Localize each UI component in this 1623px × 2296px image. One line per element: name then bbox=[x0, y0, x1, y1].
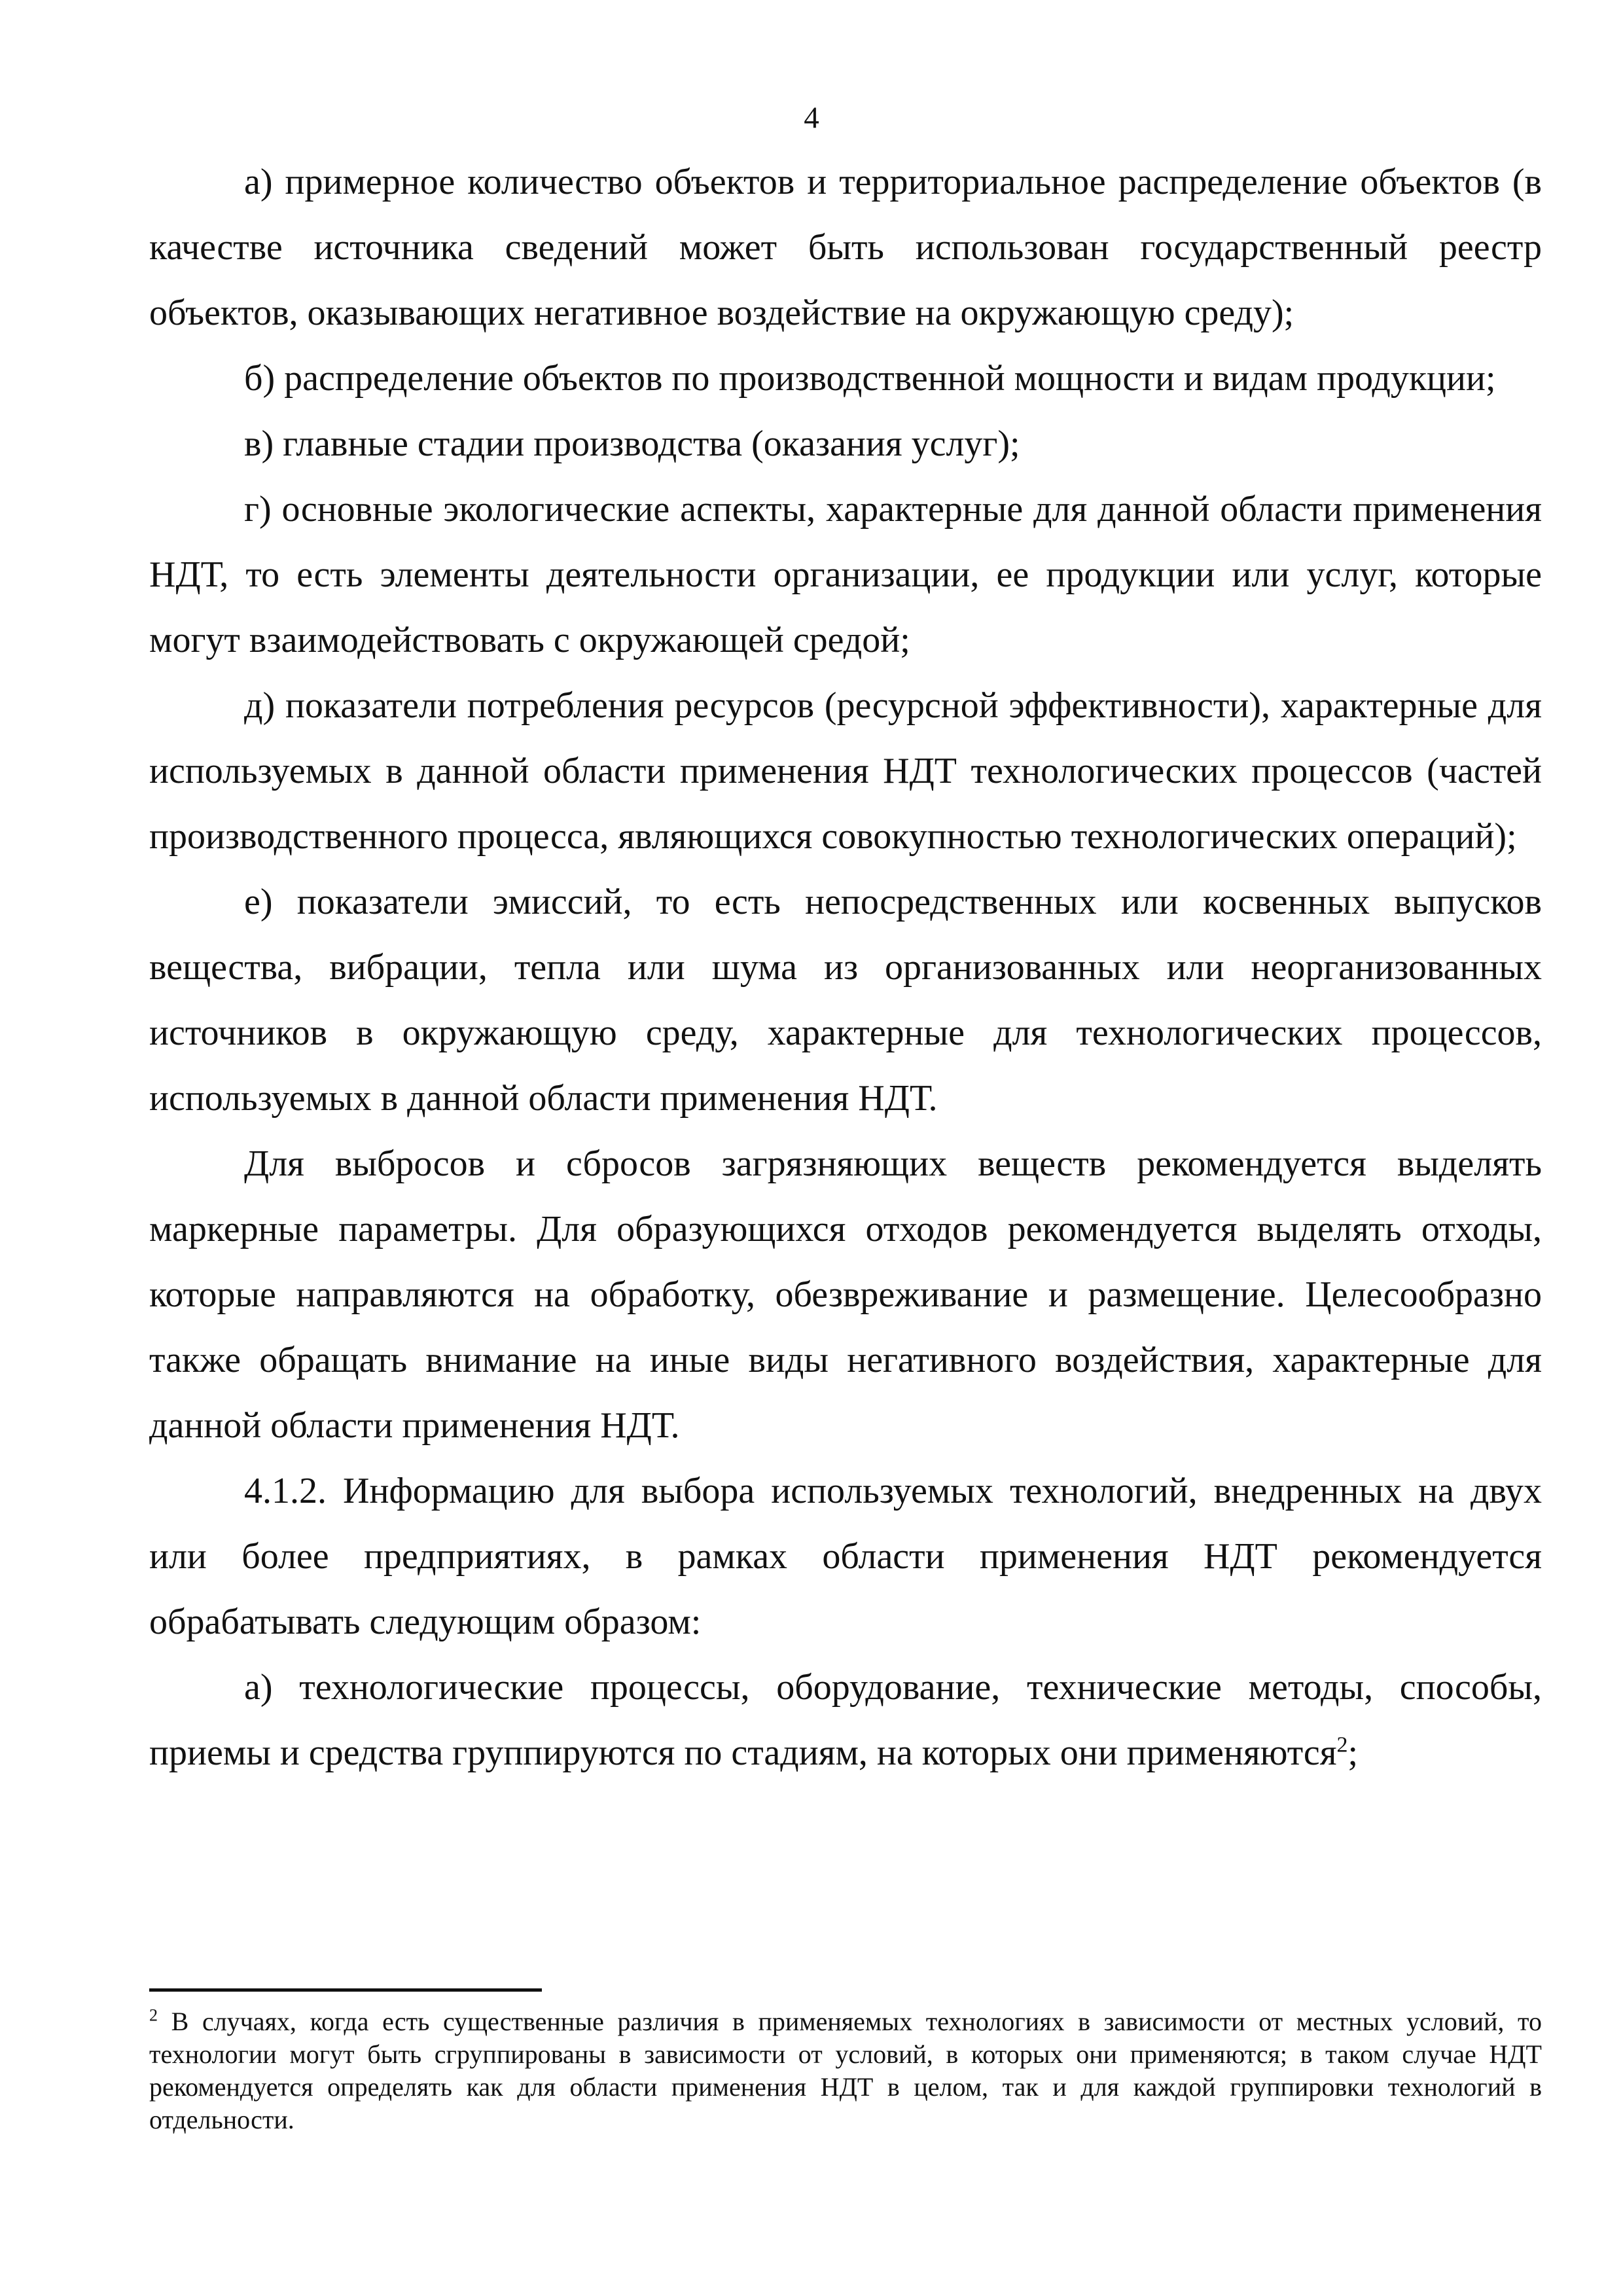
page-number: 4 bbox=[804, 101, 819, 135]
paragraph-item-e-emissions: е) показатели эмиссий, то есть непосредственных или косвенных выпусков вещества, вибрации, тепла или шума из организованных или неорганизованных источников в окружающую среду, характерные для технологических процессов, используемых в данной области применения НДТ. bbox=[149, 882, 1542, 1119]
footnote-mark: 2 bbox=[149, 2005, 158, 2025]
footnote bbox=[149, 2005, 1542, 2136]
paragraph-item-g-aspects: г) основные экологические аспекты, характерные для данной области применения НДТ, то есть элементы деятельности организации, ее продукции или услуг, которые могут взаимодействовать с окружающей средой; bbox=[149, 489, 1542, 660]
paragraph-item-a-grouping bbox=[149, 1655, 1542, 1785]
paragraph-marker-parameters: Для выбросов и сбросов загрязняющих веществ рекомендуется выделять маркерные параметры. Для образующихся отходов рекомендуется выделять отходы, которые направляются на обработку, обезвреживание и размещение. Целесообразно также обращать внимание на иные виды негативного воздействия, характерные для данной области применения НДТ. bbox=[149, 1143, 1542, 1446]
footnote-reference[interactable]: 2 bbox=[1336, 1732, 1348, 1757]
paragraph-item-v-stages: в) главные стадии производства (оказания услуг); bbox=[244, 423, 1020, 464]
paragraph-item-a-grouping-tail: ; bbox=[1347, 1732, 1359, 1773]
paragraph-item-a-object-count: а) примерное количество объектов и территориальное распределение объектов (в качестве источника сведений может быть использован государственный реестр объектов, оказывающих негативное воздействие на окружающую среду); bbox=[149, 162, 1542, 333]
paragraph-item-b-capacity: б) распределение объектов по производственной мощности и видам продукции; bbox=[244, 358, 1496, 399]
document-body bbox=[149, 149, 1542, 1785]
footnote-text: В случаях, когда есть существенные различия в применяемых технологиях в зависимости от местных условий, то технологии могут быть сгруппированы в зависимости от условий, в которых они применяются; в таком случае НДТ рекомендуется определять как для области применения НДТ в целом, так и для каждой группировки технологий в отдельности. bbox=[149, 2007, 1543, 2134]
paragraph-item-d-resources: д) показатели потребления ресурсов (ресурсной эффективности), характерные для используемых в данной области применения НДТ технологических процессов (частей производственного процесса, являющихся совокупностью технологических операций); bbox=[149, 685, 1542, 857]
paragraph-item-a-grouping-text: а) технологические процессы, оборудование, технические методы, способы, приемы и средства группируются по стадиям, на которых они применяются bbox=[149, 1667, 1542, 1773]
paragraph-section-4-1-2: 4.1.2. Информацию для выбора используемых технологий, внедренных на двух или более предприятиях, в рамках области применения НДТ рекомендуется обрабатывать следующим образом: bbox=[149, 1471, 1542, 1642]
footnote-divider bbox=[149, 1988, 542, 1992]
